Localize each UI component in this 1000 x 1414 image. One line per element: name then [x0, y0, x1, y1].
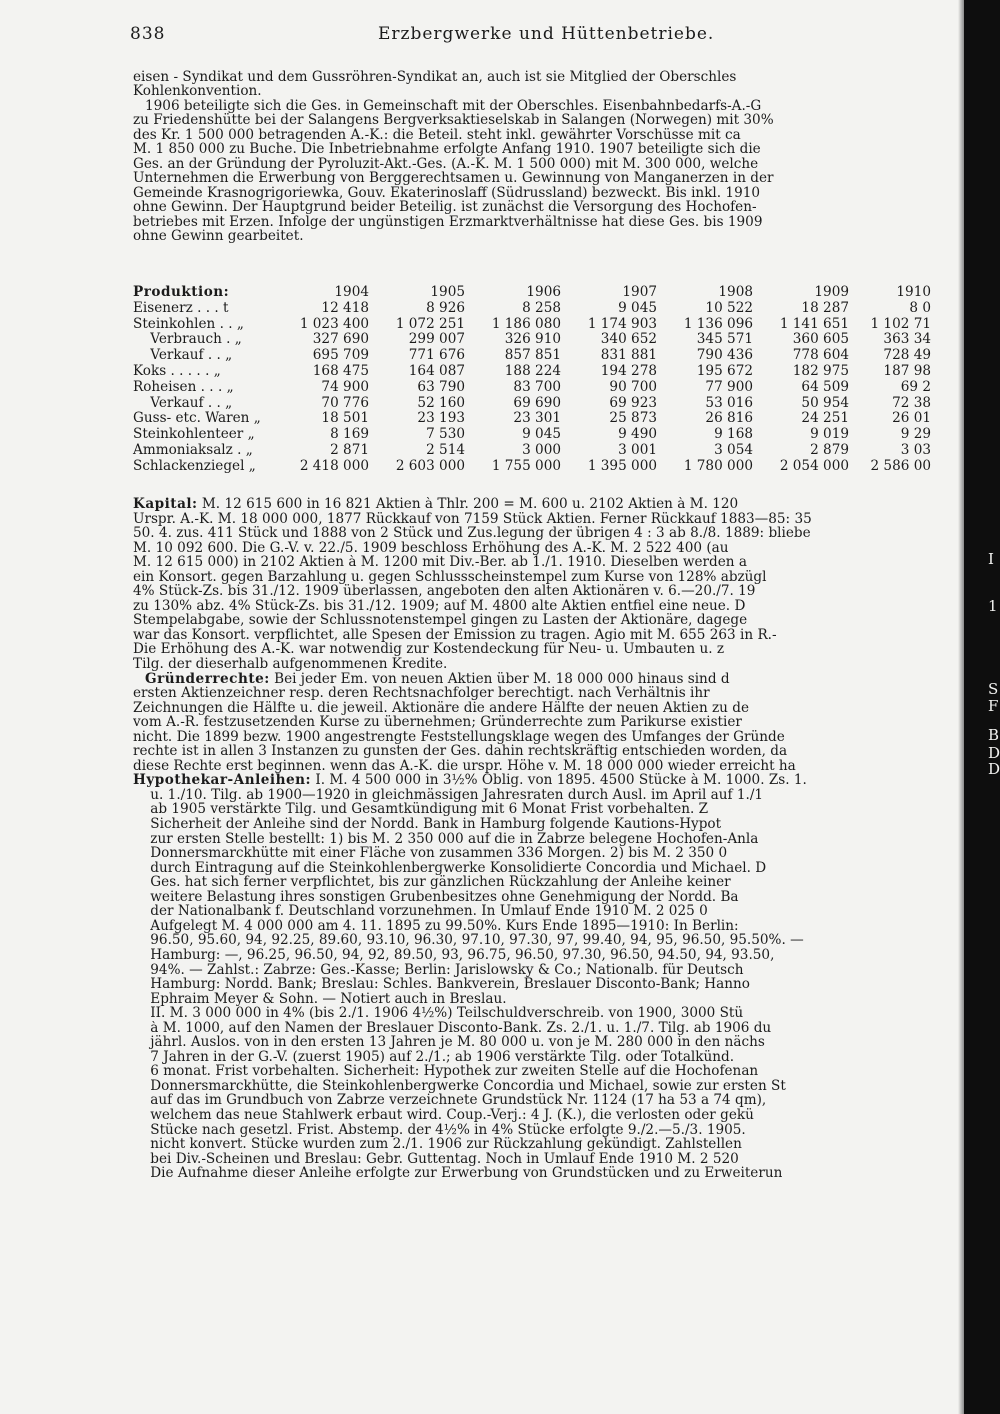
- production-value: 187 98: [883, 362, 931, 379]
- production-value: 1 102 71: [870, 315, 931, 332]
- text-line: 50. 4. zus. 411 Stück und 1888 von 2 Stück und Zus.legung der übrigen 4 : 3 ab 8./8. 1889: bliebe: [133, 526, 811, 541]
- production-value: 63 790: [417, 378, 465, 395]
- production-value: 164 087: [408, 362, 465, 379]
- text-line: jährl. Auslos. von in den ersten 13 Jahren je M. 80 000 u. von je M. 280 000 in den nächs: [133, 1035, 765, 1050]
- margin-letter: I: [988, 550, 994, 568]
- text-line: Sicherheit der Anleihe sind der Nordd. Bank in Hamburg folgende Kautions-Hypot: [133, 817, 722, 832]
- production-value: 3 000: [522, 441, 561, 458]
- production-value: 831 881: [600, 347, 657, 364]
- text-line: auf das im Grundbuch von Zabrze verzeichnete Grundstück Nr. 1124 (17 ha 53 a 74 qm),: [133, 1093, 767, 1108]
- production-value: 1 174 903: [587, 315, 657, 332]
- text-line: Donnersmarckhütte mit einer Fläche von zusammen 336 Morgen. 2) bis M. 2 350 0: [133, 846, 728, 861]
- gruender-text: Bei jeder Em. von neuen Aktien über M. 18 000 000 hinaus sind d: [269, 671, 730, 687]
- text-line: 1906 beteiligte sich die Ges. in Gemeinschaft mit der Oberschles. Eisenbahnbedarfs-A.-G: [145, 98, 762, 114]
- production-value: 3 054: [714, 441, 753, 458]
- text-line: II. M. 3 000 000 in 4% (bis 2./1. 1906 4½%) Teilschuldverschreib. von 1900, 3000 Stü: [133, 1006, 744, 1021]
- text-line: à M. 1000, auf den Namen der Breslauer Disconto-Bank. Zs. 2./1. u. 1./7. Tilg. ab 1906 du: [133, 1020, 772, 1036]
- text-line: Donnersmarckhütte, die Steinkohlenbergwerke Concordia und Michael, sowie zur ersten St: [133, 1078, 786, 1094]
- margin-letter: B: [988, 726, 1000, 744]
- gruenderrechte-heading: Gründerrechte:: [145, 671, 270, 687]
- production-value: 1 136 096: [683, 315, 753, 332]
- kapital-text: M. 12 615 600 in 16 821 Aktien à Thlr. 200 = M. 600 u. 2102 Aktien à M. 120: [197, 497, 739, 512]
- text-line: Gemeinde Krasnogrigoriewka, Gouv. Ekaterinoslaff (Südrussland) bezweckt. Bis inkl. 1910: [133, 185, 761, 201]
- text-line: vom A.-R. festzusetzenden Kurse zu übernehmen; Gründerrechte zum Parikurse existier: [133, 715, 742, 730]
- year-header: 1904: [334, 284, 369, 300]
- production-value: 3 001: [618, 441, 657, 458]
- production-value: 790 436: [696, 347, 753, 364]
- production-value: 9 29: [900, 426, 931, 443]
- text-line: 96.50, 95.60, 94, 92.25, 89.60, 93.10, 96.30, 97.10, 97.30, 97, 99.40, 94, 95, 96.50, 95.50%. —: [133, 933, 804, 948]
- production-value: 24 251: [801, 410, 849, 427]
- production-value: 2 603 000: [395, 457, 465, 474]
- year-header: 1907: [622, 284, 657, 300]
- production-value: 64 509: [801, 378, 849, 395]
- production-table: [133, 285, 931, 475]
- production-value: 23 301: [513, 410, 561, 427]
- text-line: welchem das neue Stahlwerk erbaut wird. Coup.-Verj.: 4 J. (K.), die verlosten oder gekü: [133, 1107, 754, 1123]
- production-value: 8 169: [330, 426, 369, 443]
- text-line: M. 1 850 000 zu Buche. Die Inbetriebnahme erfolgte Anfang 1910. 1907 beteiligte sich die: [133, 142, 761, 157]
- production-row: [133, 459, 931, 475]
- hypothekar-body: [133, 788, 931, 1181]
- margin-letter: D: [988, 744, 1000, 762]
- gruender-line: [133, 672, 931, 687]
- production-value: 26 01: [892, 410, 931, 427]
- production-value: 340 652: [600, 331, 657, 348]
- production-value: 168 475: [312, 362, 369, 379]
- production-value: 23 193: [417, 410, 465, 427]
- production-value: 1 023 400: [299, 315, 369, 332]
- financial-sections: [133, 497, 931, 1181]
- text-line: Kohlenkonvention.: [133, 84, 262, 99]
- row-label: Ammoniaksalz . „: [133, 441, 253, 458]
- production-value: 12 418: [321, 299, 369, 316]
- production-heading: Produktion:: [133, 284, 230, 300]
- text-line: Stempelabgabe, sowie der Schlussnotenstempel gingen zu Lasten der Aktionäre, dagege: [133, 613, 748, 628]
- production-row: [133, 427, 931, 443]
- production-value: 345 571: [696, 331, 753, 348]
- production-value: 9 019: [810, 426, 849, 443]
- production-value: 188 224: [504, 362, 561, 379]
- year-header: 1908: [718, 284, 753, 300]
- production-value: 194 278: [600, 362, 657, 379]
- text-line: war das Konsort. verpflichtet, alle Spesen der Emission zu tragen. Agio mit M. 655 263 in R.-: [133, 627, 777, 643]
- text-line: bei Div.-Scheinen und Breslau: Gebr. Guttentag. Noch in Umlauf Ende 1910 M. 2 520: [133, 1151, 739, 1167]
- production-value: 778 604: [792, 347, 849, 364]
- production-value: 1 755 000: [491, 457, 561, 474]
- text-line: Ephraim Meyer & Sohn. — Notiert auch in Breslau.: [133, 991, 507, 1007]
- kapital-line: [133, 497, 931, 512]
- production-header-row: [133, 285, 931, 301]
- text-line: 4% Stück-Zs. bis 31./12. 1909 überlassen, angeboten den alten Aktionären v. 6.—20./7. 19: [133, 584, 756, 599]
- text-line: Ges. hat sich ferner verpflichtet, bis zur gänzlichen Rückzahlung der Anleihe keiner: [133, 875, 731, 890]
- production-value: 70 776: [321, 394, 369, 411]
- production-value: 72 38: [892, 394, 931, 411]
- text-line: diese Rechte erst beginnen. wenn das A.-K. die urspr. Höhe v. M. 18 000 000 wieder erreicht ha: [133, 758, 796, 774]
- text-line: nicht. Die 1899 bezw. 1900 angestrengte Feststellungsklage wegen des Umfanges der Gründe: [133, 729, 785, 745]
- row-label: Koks . . . . . „: [133, 362, 221, 379]
- production-row: [133, 364, 931, 380]
- production-value: 53 016: [705, 394, 753, 411]
- margin-letter: S: [988, 680, 999, 698]
- production-value: 26 816: [705, 410, 753, 427]
- production-row: [133, 332, 931, 348]
- production-row: [133, 443, 931, 459]
- production-value: 25 873: [609, 410, 657, 427]
- production-value: 74 900: [321, 378, 369, 395]
- intro-paragraphs: [133, 70, 931, 243]
- production-value: 1 186 080: [491, 315, 561, 332]
- text-line: ersten Aktienzeichner resp. deren Rechtsnachfolger berechtigt. nach Verhältnis ihr: [133, 686, 710, 701]
- production-value: 327 690: [312, 331, 369, 348]
- text-line: ohne Gewinn. Der Hauptgrund beider Beteilig. ist zunächst die Versorgung des Hochofen-: [133, 200, 757, 215]
- production-value: 1 141 651: [779, 315, 849, 332]
- production-value: 69 690: [513, 394, 561, 411]
- text-line: u. 1./10. Tilg. ab 1900—1920 in gleichmässigen Jahresraten durch Ausl. im April auf 1./1: [133, 787, 764, 803]
- text-line: Stücke nach gesetzl. Frist. Abstemp. der 4½% in 4% Stücke erfolgte 9./2.—5./3. 1905.: [133, 1122, 746, 1138]
- text-line: zu 130% abz. 4% Stück-Zs. bis 31./12. 1909; auf M. 4800 alte Aktien entfiel eine neue. D: [133, 598, 746, 614]
- production-value: 2 879: [810, 441, 849, 458]
- row-label: Steinkohlen . . „: [133, 315, 244, 332]
- year-header: 1905: [430, 284, 465, 300]
- production-body: [133, 301, 931, 475]
- text-line: des Kr. 1 500 000 betragenden A.-K.: die Beteil. steht inkl. gewährter Vorschüsse mit ca: [133, 127, 741, 143]
- production-value: 2 054 000: [779, 457, 849, 474]
- production-value: 1 072 251: [395, 315, 465, 332]
- year-header: 1906: [526, 284, 561, 300]
- production-value: 2 871: [330, 441, 369, 458]
- text-line: M. 10 092 600. Die G.-V. v. 22./5. 1909 beschloss Erhöhung des A.-K. M. 2 522 400 (au: [133, 540, 729, 556]
- production-value: 83 700: [513, 378, 561, 395]
- text-line: Tilg. der dieserhalb aufgenommenen Kredite.: [133, 657, 448, 672]
- margin-letter: 1: [988, 597, 998, 615]
- production-value: 2 514: [426, 441, 465, 458]
- text-line: Hamburg: —, 96.25, 96.50, 94, 92, 89.50, 93, 96.75, 96.50, 97.30, 96.50, 94.50, 94, 93.50,: [133, 947, 775, 963]
- text-line: der Nationalbank f. Deutschland vorzunehmen. In Umlauf Ende 1910 M. 2 025 0: [133, 904, 708, 919]
- text-line: Die Erhöhung des A.-K. war notwendig zur Kostendeckung für Neu- u. Umbauten u. z: [133, 642, 725, 658]
- row-label: Verkauf . . „: [133, 394, 233, 411]
- production-value: 10 522: [705, 299, 753, 316]
- text-line: Ges. an der Gründung der Pyroluzit-Akt.-Ges. (A.-K. M. 1 500 000) mit M. 300 000, welche: [133, 156, 759, 172]
- production-value: 3 03: [900, 441, 931, 458]
- row-label: Verbrauch . „: [133, 331, 242, 348]
- production-value: 90 700: [609, 378, 657, 395]
- production-value: 728 49: [883, 347, 931, 364]
- page-number: 838: [130, 24, 166, 44]
- production-value: 182 975: [792, 362, 849, 379]
- text-line: M. 12 615 000) in 2102 Aktien à M. 1200 mit Div.-Ber. ab 1./1. 1910. Dieselben werden a: [133, 555, 747, 570]
- text-line: Unternehmen die Erwerbung von Berggerechtsamen u. Gewinnung von Manganerzen in der: [133, 171, 774, 186]
- production-value: 771 676: [408, 347, 465, 364]
- production-value: 9 168: [714, 426, 753, 443]
- gruender-body: [133, 686, 931, 773]
- row-label: Guss- etc. Waren „: [133, 410, 261, 427]
- text-line: 7 Jahren in der G.-V. (zuerst 1905) auf 2./1.; ab 1906 verstärkte Tilg. oder Totalkünd.: [133, 1049, 735, 1065]
- production-value: 52 160: [417, 394, 465, 411]
- production-value: 360 605: [792, 331, 849, 348]
- text-line: Zeichnungen die Hälfte u. die jeweil. Aktionäre die andere Hälfte der neuen Aktien zu de: [133, 700, 749, 716]
- production-value: 2 586 00: [870, 457, 931, 474]
- production-value: 9 045: [522, 426, 561, 443]
- production-value: 69 923: [609, 394, 657, 411]
- row-label: Eisenerz . . . t: [133, 299, 229, 316]
- production-row: [133, 348, 931, 364]
- text-line: 6 monat. Frist vorbehalten. Sicherheit: Hypothek zur zweiten Stelle auf die Hochofenan: [133, 1064, 759, 1079]
- production-row: [133, 317, 931, 333]
- text-line: ein Konsort. gegen Barzahlung u. gegen Schlussscheinstempel zum Kurse von 128% abzügl: [133, 569, 767, 585]
- text-line: eisen - Syndikat und dem Gussröhren-Syndikat an, auch ist sie Mitglied der Oberschles: [133, 70, 737, 85]
- text-line: betriebes mit Erzen. Infolge der ungünstigen Erzmarktverhältnisse hat diese Ges. bis 1909: [133, 214, 763, 229]
- hypothekar-text: I. M. 4 500 000 in 3½% Oblig. von 1895. 4500 Stücke à M. 1000. Zs. 1.: [311, 773, 807, 788]
- production-row: [133, 396, 931, 412]
- text-line: 94%. — Zahlst.: Zabrze: Ges.-Kasse; Berlin: Jarislowsky & Co.; Nationalb. für Deutsch: [133, 962, 744, 978]
- text-line: durch Eintragung auf die Steinkohlenbergwerke Konsolidierte Concordia und Michael. D: [133, 860, 767, 876]
- production-value: 326 910: [504, 331, 561, 348]
- production-value: 18 501: [321, 410, 369, 427]
- hypothekar-line: [133, 773, 931, 788]
- text-line: ohne Gewinn gearbeitet.: [133, 228, 304, 244]
- page-title: Erzbergwerke und Hüttenbetriebe.: [378, 24, 715, 44]
- row-label: Schlackenziegel „: [133, 457, 256, 474]
- production-row: [133, 380, 931, 396]
- row-label: Roheisen . . . „: [133, 378, 234, 395]
- kapital-heading: Kapital:: [133, 497, 198, 512]
- text-line: Die Aufnahme dieser Anleihe erfolgte zur Erwerbung von Grundstücken und zu Erweiterun: [133, 1166, 783, 1181]
- production-value: 77 900: [705, 378, 753, 395]
- row-label: Verkauf . . „: [133, 347, 233, 364]
- text-line: weitere Belastung ihres sonstigen Grubenbesitzes ohne Genehmigung der Nordd. Ba: [133, 889, 739, 905]
- row-label: Steinkohlenteer „: [133, 426, 255, 443]
- text-line: zu Friedenshütte bei der Salangens Bergverksaktieselskab in Salangen (Norwegen) mit 30%: [133, 113, 774, 128]
- production-value: 695 709: [312, 347, 369, 364]
- production-value: 299 007: [408, 331, 465, 348]
- production-value: 69 2: [900, 378, 931, 395]
- page-header: [130, 24, 920, 52]
- production-value: 7 530: [426, 426, 465, 443]
- production-row: [133, 301, 931, 317]
- production-value: 1 780 000: [683, 457, 753, 474]
- production-value: 18 287: [801, 299, 849, 316]
- production-value: 9 490: [618, 426, 657, 443]
- production-value: 1 395 000: [587, 457, 657, 474]
- production-value: 195 672: [696, 362, 753, 379]
- production-value: 8 258: [522, 299, 561, 316]
- text-line: Urspr. A.-K. M. 18 000 000, 1877 Rückkauf von 7159 Stück Aktien. Ferner Rückkauf 1883—85: 35: [133, 511, 812, 527]
- margin-letter: F: [988, 697, 999, 715]
- text-line: ab 1905 verstärkte Tilg. und Gesamtkündigung mit 6 Monat Frist vorbehalten. Z: [133, 802, 709, 818]
- margin-letter: D: [988, 760, 1000, 778]
- text-line: nicht konvert. Stücke wurden zum 2./1. 1906 zur Rückzahlung gekündigt. Zahlstellen: [133, 1137, 742, 1152]
- kapital-body: [133, 512, 931, 672]
- production-value: 50 954: [801, 394, 849, 411]
- production-row: [133, 411, 931, 427]
- text-line: Aufgelegt M. 4 000 000 am 4. 11. 1895 zu 99.50%. Kurs Ende 1895—1910: In Berlin:: [133, 918, 739, 934]
- year-header: 1910: [896, 284, 931, 300]
- text-line: Hamburg: Nordd. Bank; Breslau: Schles. Bankverein, Breslauer Disconto-Bank; Hanno: [133, 977, 750, 992]
- text-line: zur ersten Stelle bestellt: 1) bis M. 2 350 000 auf die in Zabrze belegene Hochofen-Anla: [133, 831, 759, 847]
- production-value: 2 418 000: [299, 457, 369, 474]
- production-value: 363 34: [883, 331, 931, 348]
- production-value: 8 926: [426, 299, 465, 316]
- text-line: rechte ist in allen 3 Instanzen zu gunsten der Ges. dahin rechtskräftig entschieden worden, da: [133, 744, 788, 759]
- production-value: 8 0: [909, 299, 931, 316]
- production-value: 857 851: [504, 347, 561, 364]
- hypothekar-heading: Hypothekar-Anleihen:: [133, 773, 311, 788]
- production-value: 9 045: [618, 299, 657, 316]
- year-header: 1909: [814, 284, 849, 300]
